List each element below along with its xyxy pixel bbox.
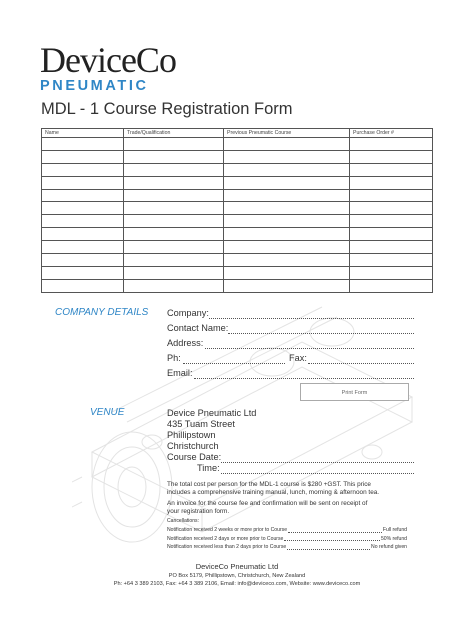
purchase-order-cell[interactable] bbox=[350, 138, 433, 151]
name-cell[interactable] bbox=[42, 279, 124, 292]
form-title: MDL - 1 Course Registration Form bbox=[41, 100, 293, 118]
cancellation-result: 50% refund bbox=[380, 535, 407, 542]
purchase-order-cell[interactable] bbox=[350, 202, 433, 215]
previous-course-cell[interactable] bbox=[224, 266, 350, 279]
previous-course-cell[interactable] bbox=[224, 254, 350, 267]
cancellation-item bbox=[167, 543, 407, 552]
table-row bbox=[42, 176, 433, 189]
column-header-name: Name bbox=[42, 129, 124, 138]
trade-cell[interactable] bbox=[124, 241, 224, 254]
time-field[interactable] bbox=[221, 473, 414, 474]
previous-course-cell[interactable] bbox=[224, 241, 350, 254]
cancellation-policy bbox=[167, 517, 407, 552]
invoice-paragraph bbox=[167, 500, 447, 517]
table-row bbox=[42, 163, 433, 176]
registration-table bbox=[41, 128, 433, 293]
cancellation-item bbox=[167, 526, 407, 535]
table-row bbox=[42, 138, 433, 151]
venue-line-street: 435 Tuam Street bbox=[167, 419, 235, 429]
name-cell[interactable] bbox=[42, 228, 124, 241]
contact-name-field[interactable] bbox=[228, 333, 414, 334]
address-label: Address: bbox=[167, 338, 204, 348]
purchase-order-cell[interactable] bbox=[350, 266, 433, 279]
cancellation-term: Notification received less than 2 days prior to Course bbox=[167, 544, 287, 551]
print-form-button[interactable]: Print Form bbox=[300, 383, 409, 401]
fax-label: Fax: bbox=[289, 353, 307, 363]
previous-course-cell[interactable] bbox=[224, 202, 350, 215]
purchase-order-cell[interactable] bbox=[350, 163, 433, 176]
footer-contact: Ph: +64 3 389 2103, Fax: +64 3 389 2106, Email: info@deviceco.com, Website: www.deviceco.com bbox=[113, 581, 361, 587]
cost-text-line: The total cost per person for the MDL-1 course is $280 +GST. This price bbox=[167, 481, 371, 488]
footer-address: PO Box 5179, Phillipstown, Christchurch, New Zealand bbox=[168, 573, 306, 579]
footer-company: DeviceCo Pneumatic Ltd bbox=[195, 562, 279, 571]
dotted-leader bbox=[284, 535, 380, 542]
purchase-order-cell[interactable] bbox=[350, 241, 433, 254]
previous-course-cell[interactable] bbox=[224, 138, 350, 151]
name-cell[interactable] bbox=[42, 176, 124, 189]
trade-cell[interactable] bbox=[124, 163, 224, 176]
purchase-order-cell[interactable] bbox=[350, 176, 433, 189]
purchase-order-cell[interactable] bbox=[350, 279, 433, 292]
trade-cell[interactable] bbox=[124, 176, 224, 189]
previous-course-cell[interactable] bbox=[224, 163, 350, 176]
invoice-text-line: your registration form. bbox=[167, 508, 230, 516]
trade-cell[interactable] bbox=[124, 254, 224, 267]
table-row bbox=[42, 150, 433, 163]
company-logo bbox=[40, 42, 190, 94]
cost-text-line: includes a comprehensive training manual, lunch, morning & afternoon tea. bbox=[167, 489, 380, 497]
previous-course-cell[interactable] bbox=[224, 215, 350, 228]
cancellation-result: Full refund bbox=[382, 526, 407, 533]
contact-name-label: Contact Name: bbox=[167, 323, 229, 333]
trade-cell[interactable] bbox=[124, 228, 224, 241]
table-header-row bbox=[42, 129, 433, 138]
trade-cell[interactable] bbox=[124, 279, 224, 292]
invoice-text-line: An invoice for the course fee and confirmation will be sent on receipt of bbox=[167, 500, 368, 507]
column-header-trade: Trade/Qualification bbox=[124, 129, 224, 138]
course-date-field[interactable] bbox=[221, 462, 414, 463]
dotted-leader bbox=[288, 526, 382, 533]
name-cell[interactable] bbox=[42, 138, 124, 151]
dotted-leader bbox=[287, 543, 370, 550]
trade-cell[interactable] bbox=[124, 150, 224, 163]
purchase-order-cell[interactable] bbox=[350, 254, 433, 267]
trade-cell[interactable] bbox=[124, 202, 224, 215]
company-label: Company: bbox=[167, 308, 209, 318]
name-cell[interactable] bbox=[42, 163, 124, 176]
table-row bbox=[42, 215, 433, 228]
column-header-purchase-order: Purchase Order # bbox=[350, 129, 433, 138]
name-cell[interactable] bbox=[42, 215, 124, 228]
email-field[interactable] bbox=[194, 378, 414, 379]
trade-cell[interactable] bbox=[124, 266, 224, 279]
trade-cell[interactable] bbox=[124, 138, 224, 151]
cancellation-result: No refund given bbox=[371, 544, 407, 551]
time-label: Time: bbox=[197, 463, 220, 473]
fax-field[interactable] bbox=[308, 363, 414, 364]
table-row bbox=[42, 228, 433, 241]
phone-field[interactable] bbox=[183, 363, 285, 364]
name-cell[interactable] bbox=[42, 254, 124, 267]
venue-heading: VENUE bbox=[90, 407, 125, 418]
trade-cell[interactable] bbox=[124, 215, 224, 228]
company-details-heading: COMPANY DETAILS bbox=[55, 307, 149, 318]
cancellation-item bbox=[167, 535, 407, 544]
course-date-label: Course Date: bbox=[167, 452, 222, 462]
table-row bbox=[42, 241, 433, 254]
purchase-order-cell[interactable] bbox=[350, 228, 433, 241]
previous-course-cell[interactable] bbox=[224, 279, 350, 292]
table-row bbox=[42, 266, 433, 279]
table-row bbox=[42, 279, 433, 292]
previous-course-cell[interactable] bbox=[224, 189, 350, 202]
venue-line-company: Device Pneumatic Ltd bbox=[167, 408, 257, 418]
name-cell[interactable] bbox=[42, 266, 124, 279]
purchase-order-cell[interactable] bbox=[350, 215, 433, 228]
phone-label: Ph: bbox=[167, 353, 181, 363]
previous-course-cell[interactable] bbox=[224, 150, 350, 163]
logo-subtitle: PNEUMATIC bbox=[40, 78, 149, 94]
venue-line-suburb: Phillipstown bbox=[167, 430, 216, 440]
name-cell[interactable] bbox=[42, 189, 124, 202]
previous-course-cell[interactable] bbox=[224, 176, 350, 189]
course-cost-paragraph bbox=[167, 481, 447, 498]
previous-course-cell[interactable] bbox=[224, 228, 350, 241]
company-field[interactable] bbox=[209, 318, 414, 319]
cancellations-title: Cancellations: bbox=[167, 518, 199, 524]
cancellation-term: Notification received 2 weeks or more prior to Course bbox=[167, 526, 288, 533]
cancellation-term: Notification received 2 days or more prior to Course bbox=[167, 535, 284, 542]
venue-line-city: Christchurch bbox=[167, 441, 219, 451]
trade-cell[interactable] bbox=[124, 189, 224, 202]
table-row bbox=[42, 189, 433, 202]
table-row bbox=[42, 254, 433, 267]
logo-brand: DeviceCo bbox=[40, 40, 176, 80]
table-row bbox=[42, 202, 433, 215]
name-cell[interactable] bbox=[42, 150, 124, 163]
address-field[interactable] bbox=[205, 348, 414, 349]
purchase-order-cell[interactable] bbox=[350, 150, 433, 163]
email-label: Email: bbox=[167, 368, 193, 378]
column-header-previous-course: Previous Pneumatic Course bbox=[224, 129, 350, 138]
name-cell[interactable] bbox=[42, 202, 124, 215]
purchase-order-cell[interactable] bbox=[350, 189, 433, 202]
name-cell[interactable] bbox=[42, 241, 124, 254]
